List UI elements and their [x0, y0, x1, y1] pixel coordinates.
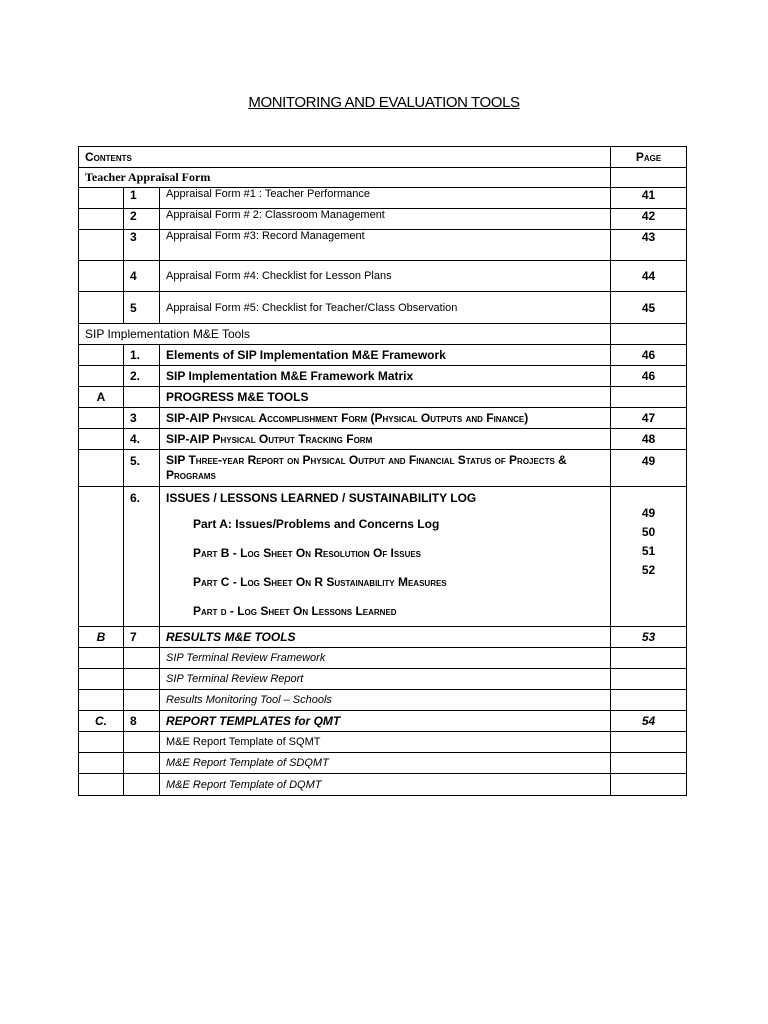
row-letter: B [79, 627, 124, 648]
row-page: 42 [611, 209, 687, 230]
table-row [79, 648, 687, 669]
table-row [79, 450, 687, 487]
empty-cell [79, 690, 124, 711]
table-row [79, 732, 687, 753]
empty-cell [79, 669, 124, 690]
row-title: Results Monitoring Tool – Schools [160, 690, 611, 711]
table-row [79, 261, 687, 292]
row-page: 47 [611, 408, 687, 429]
section-teacher-appraisal: Teacher Appraisal Form [79, 168, 611, 188]
log-part-b: Part B - Log Sheet On Resolution Of Issues [193, 546, 422, 560]
row-number: 3 [124, 408, 160, 429]
row-number: 4. [124, 429, 160, 450]
empty-cell [79, 753, 124, 774]
log-part-a: Part A: Issues/Problems and Concerns Log [193, 517, 440, 531]
row-letter: A [79, 387, 124, 408]
row-number: 4 [124, 261, 160, 292]
row-page: 44 [611, 261, 687, 292]
table-row [79, 690, 687, 711]
row-page: 54 [611, 711, 687, 732]
row-page: 48 [611, 429, 687, 450]
log-pages [611, 487, 687, 627]
section-sip-implementation: SIP Implementation M&E Tools [79, 324, 611, 345]
empty-cell [611, 753, 687, 774]
empty-cell [79, 209, 124, 230]
table-row [79, 627, 687, 648]
table-header-row [79, 147, 687, 168]
table-row [79, 366, 687, 387]
row-page: 49 [611, 450, 687, 487]
row-title: M&E Report Template of SQMT [160, 732, 611, 753]
table-row [79, 230, 687, 261]
section-row [79, 168, 687, 188]
empty-cell [79, 487, 124, 627]
empty-cell [124, 732, 160, 753]
row-title: PROGRESS M&E TOOLS [160, 387, 611, 408]
empty-cell [124, 669, 160, 690]
log-page: 51 [641, 544, 656, 558]
row-title: SIP-AIP Physical Output Tracking Form [160, 429, 611, 450]
empty-cell [79, 732, 124, 753]
row-number: 3 [124, 230, 160, 261]
row-title: Appraisal Form #3: Record Management [160, 230, 611, 261]
row-number: 5 [124, 292, 160, 324]
empty-cell [79, 188, 124, 209]
row-letter [79, 345, 124, 366]
row-number: 5. [124, 450, 160, 487]
log-heading: ISSUES / LESSONS LEARNED / SUSTAINABILITY LOG [166, 491, 477, 505]
row-title: SIP-AIP Physical Accomplishment Form (Physical Outputs and Finance) [160, 408, 611, 429]
empty-cell [79, 230, 124, 261]
row-page: 41 [611, 188, 687, 209]
table-row [79, 429, 687, 450]
log-cell [160, 487, 611, 627]
log-part-d: Part d - Log Sheet On Lessons Learned [193, 604, 397, 618]
row-number: 1. [124, 345, 160, 366]
contents-table [78, 146, 687, 796]
section-row [79, 324, 687, 345]
row-title: SIP Terminal Review Report [160, 669, 611, 690]
row-title: SIP Three-year Report on Physical Output and Financial Status of Projects & Programs [160, 450, 611, 487]
log-page: 50 [641, 525, 656, 539]
row-page: 43 [611, 230, 687, 261]
empty-cell [611, 669, 687, 690]
row-number: 6. [124, 487, 160, 627]
row-title: Appraisal Form #5: Checklist for Teacher/Class Observation [160, 292, 611, 324]
empty-cell [79, 292, 124, 324]
log-part-c: Part C - Log Sheet On R Sustainability Measures [193, 575, 447, 589]
empty-cell [79, 648, 124, 669]
table-row [79, 408, 687, 429]
empty-cell [611, 690, 687, 711]
row-title: Appraisal Form #4: Checklist for Lesson Plans [160, 261, 611, 292]
empty-cell [611, 648, 687, 669]
empty-cell [79, 261, 124, 292]
log-page: 52 [641, 563, 656, 577]
row-title: M&E Report Template of DQMT [160, 774, 611, 796]
row-number: 1 [124, 188, 160, 209]
row-letter: C. [79, 711, 124, 732]
row-number [124, 387, 160, 408]
row-title: M&E Report Template of SDQMT [160, 753, 611, 774]
table-row [79, 669, 687, 690]
contents-header: Contents [79, 147, 611, 168]
log-page: 49 [641, 506, 656, 520]
table-row [79, 774, 687, 796]
page-title: MONITORING AND EVALUATION TOOLS [248, 94, 520, 111]
row-title: REPORT TEMPLATES for QMT [160, 711, 611, 732]
empty-cell [611, 168, 687, 188]
table-row [79, 711, 687, 732]
empty-cell [124, 690, 160, 711]
empty-cell [611, 774, 687, 796]
row-number: 2. [124, 366, 160, 387]
table-row [79, 188, 687, 209]
row-title: Appraisal Form # 2: Classroom Management [160, 209, 611, 230]
empty-cell [124, 774, 160, 796]
table-row [79, 292, 687, 324]
empty-cell [611, 732, 687, 753]
table-row [79, 387, 687, 408]
row-number: 7 [124, 627, 160, 648]
row-page: 53 [611, 627, 687, 648]
row-title: SIP Terminal Review Framework [160, 648, 611, 669]
table-row [79, 345, 687, 366]
row-title: Elements of SIP Implementation M&E Framework [160, 345, 611, 366]
table-row [79, 753, 687, 774]
page-header: Page [611, 147, 687, 168]
row-page: 46 [611, 366, 687, 387]
row-letter [79, 366, 124, 387]
row-letter [79, 429, 124, 450]
row-letter [79, 408, 124, 429]
table-row [79, 209, 687, 230]
empty-cell [79, 774, 124, 796]
empty-cell [124, 648, 160, 669]
row-title: Appraisal Form #1 : Teacher Performance [160, 188, 611, 209]
row-letter [79, 450, 124, 487]
row-page: 46 [611, 345, 687, 366]
row-title: RESULTS M&E TOOLS [160, 627, 611, 648]
row-number: 8 [124, 711, 160, 732]
row-title: SIP Implementation M&E Framework Matrix [160, 366, 611, 387]
row-page [611, 387, 687, 408]
row-page: 45 [611, 292, 687, 324]
row-number: 2 [124, 209, 160, 230]
table-row [79, 487, 687, 627]
empty-cell [124, 753, 160, 774]
empty-cell [611, 324, 687, 345]
